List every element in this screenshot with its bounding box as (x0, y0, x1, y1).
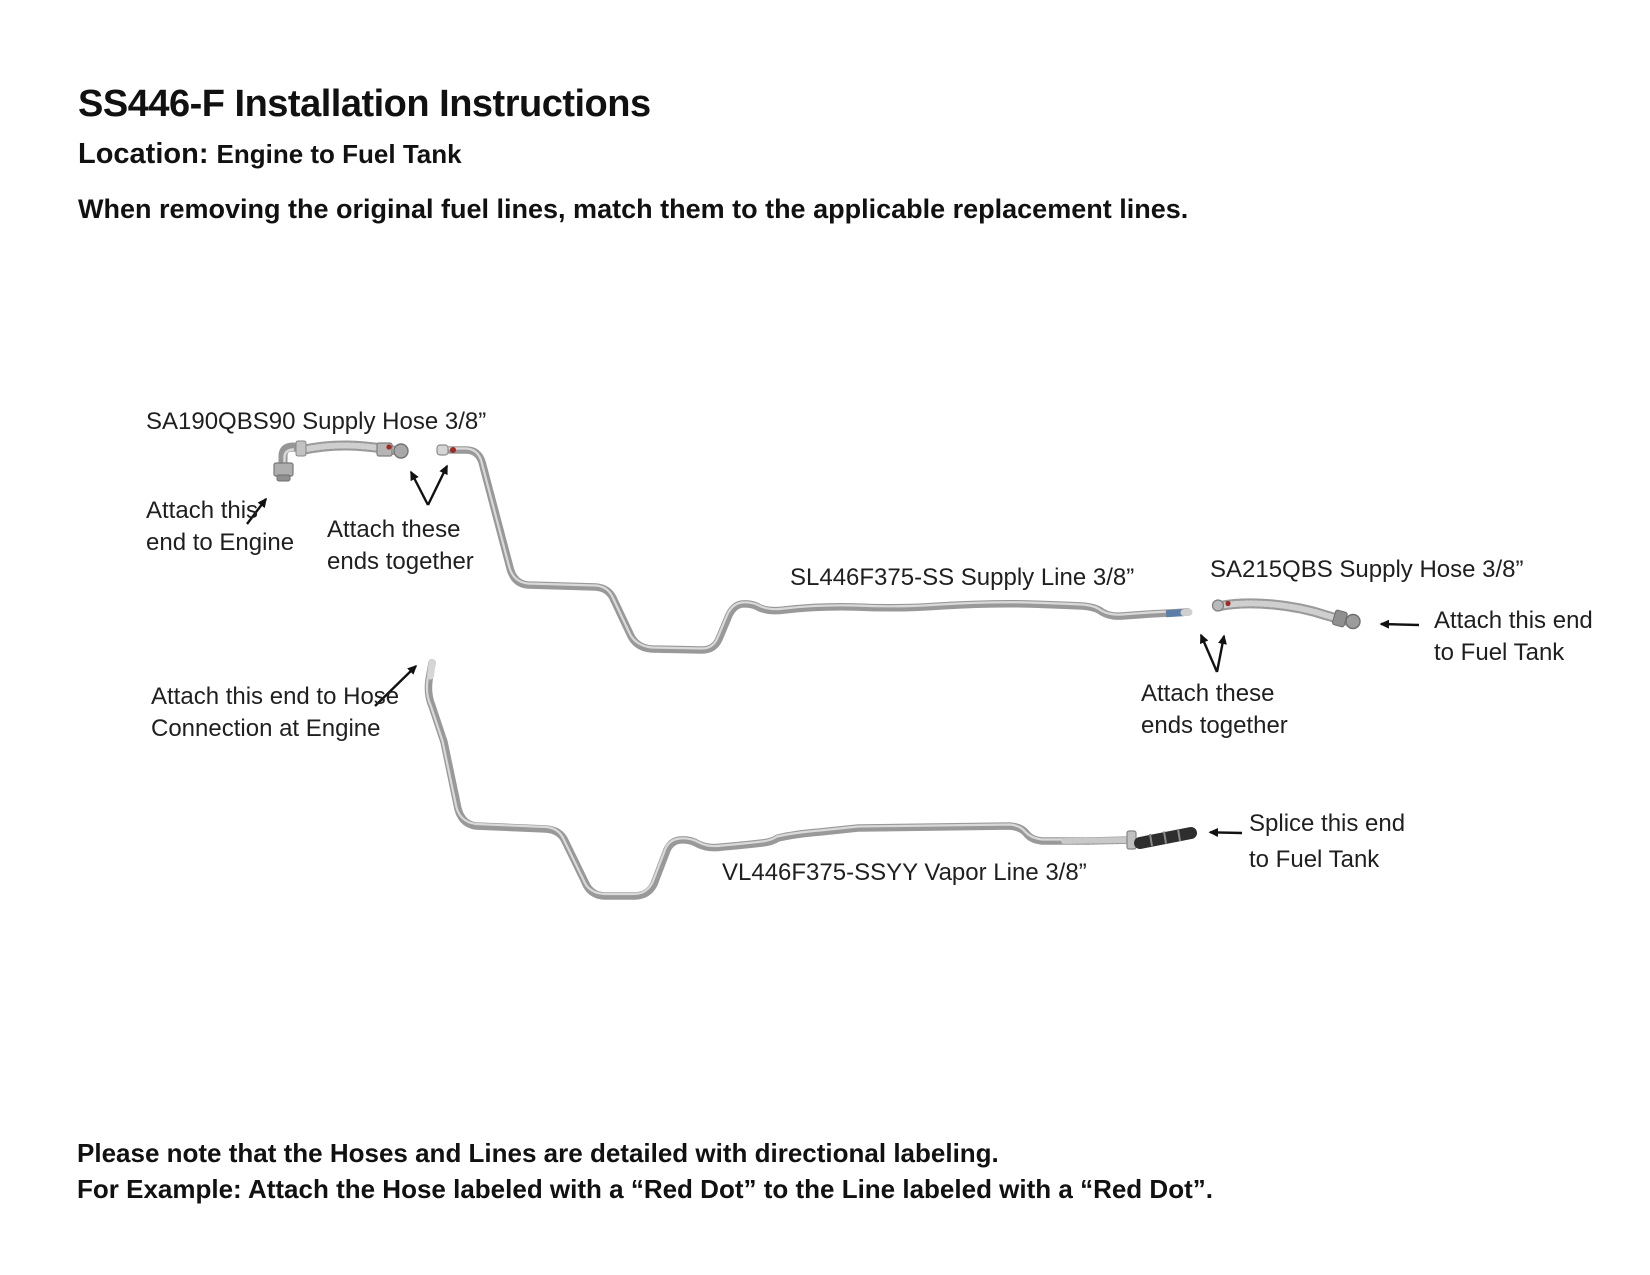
annotation-attach-together-left-line1: Attach these (327, 516, 461, 543)
annotation-splice-fuel-tank (1249, 806, 1405, 878)
annotation-attach-engine-line1: Attach this (146, 497, 259, 524)
annotation-attach-hose-connection-line1: Attach this end to Hose (151, 683, 400, 710)
page-title: SS446-F Installation Instructions (78, 83, 651, 125)
supply-hose-right-image (1213, 600, 1361, 629)
label-supply-line: SL446F375-SS Supply Line 3/8” (790, 564, 1135, 591)
arrow-together-left-b (428, 466, 447, 505)
supply-line-image (437, 445, 1189, 650)
annotation-attach-together-left-line2: ends together (327, 548, 474, 575)
red-dot-mark (450, 447, 456, 453)
annotation-attach-together-right (1141, 678, 1288, 742)
footer-note-1: Please note that the Hoses and Lines are detailed with directional labeling. (77, 1138, 999, 1168)
red-dot-mark (1225, 601, 1230, 606)
red-dot-mark (386, 444, 391, 449)
location-label: Location: (78, 138, 209, 170)
annotation-attach-engine (146, 495, 294, 559)
arrow-together-right-b (1217, 636, 1224, 672)
annotation-attach-fuel-tank (1434, 605, 1593, 669)
annotation-splice-fuel-tank-line2: to Fuel Tank (1249, 846, 1380, 873)
arrow-attach-fuel-tank (1381, 624, 1419, 625)
intro-text: When removing the original fuel lines, match them to the applicable replacement lines. (78, 194, 1189, 224)
label-vapor-line: VL446F375-SSYY Vapor Line 3/8” (722, 859, 1087, 886)
arrow-splice-fuel-tank (1210, 832, 1242, 833)
annotation-attach-hose-connection (151, 681, 399, 745)
label-supply-hose-left: SA190QBS90 Supply Hose 3/8” (146, 408, 487, 435)
arrow-together-left-a (411, 472, 428, 505)
footer-note-2: For Example: Attach the Hose labeled with a “Red Dot” to the Line labeled with a “Red Dot”. (77, 1174, 1213, 1204)
annotation-attach-fuel-tank-line1: Attach this end (1434, 607, 1593, 634)
annotation-attach-together-right-line1: Attach these (1141, 680, 1275, 707)
annotation-splice-fuel-tank-line1: Splice this end (1249, 810, 1406, 837)
annotation-attach-together-right-line2: ends together (1141, 712, 1288, 739)
location-value: Engine to Fuel Tank (216, 139, 462, 169)
annotation-attach-hose-connection-line2: Connection at Engine (151, 715, 381, 742)
label-supply-hose-right: SA215QBS Supply Hose 3/8” (1210, 556, 1524, 583)
annotation-attach-together-left (327, 514, 474, 578)
annotation-attach-engine-line2: end to Engine (146, 529, 295, 556)
arrow-together-right-a (1201, 635, 1217, 672)
annotation-attach-fuel-tank-line2: to Fuel Tank (1434, 639, 1565, 666)
supply-hose-left-image (274, 441, 408, 481)
